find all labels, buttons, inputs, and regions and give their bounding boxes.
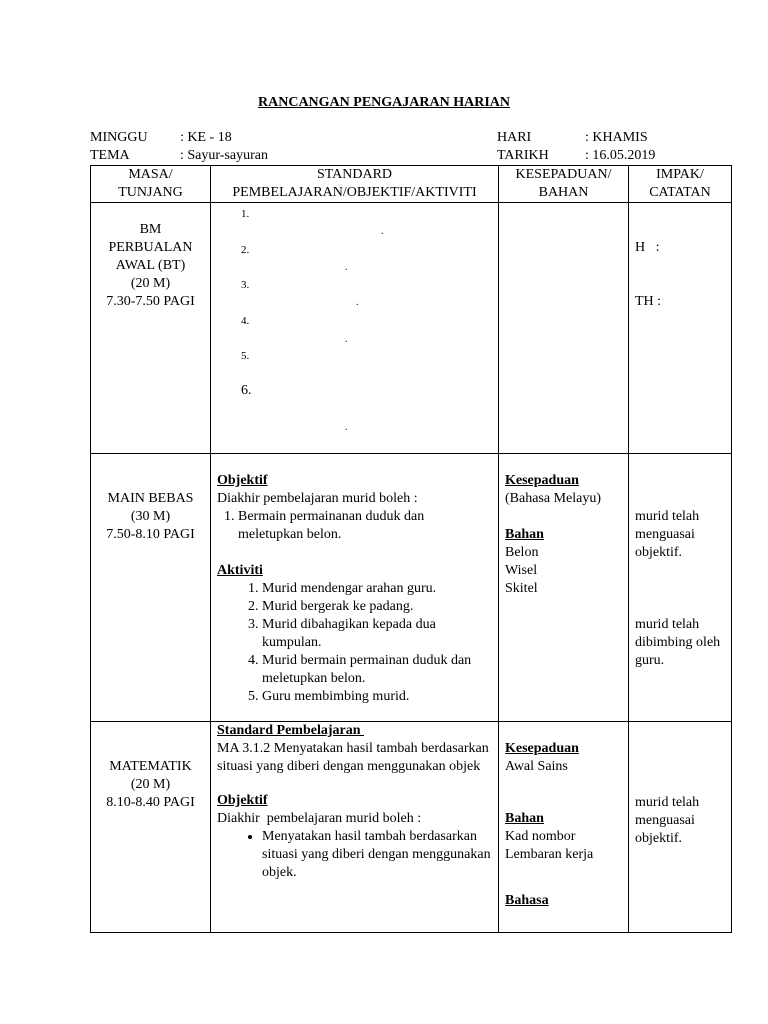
main-bahan-item: Wisel	[505, 563, 538, 578]
list-item: 1. Bermain permainanan duduk dan meletupkan belon.	[238, 508, 492, 544]
mat-impak-cell	[629, 722, 732, 933]
main-aktiviti-heading: Aktiviti	[217, 563, 263, 578]
tarikh-label: TARIKH	[497, 148, 549, 163]
bm-impak-th: TH :	[635, 294, 662, 309]
mat-objektif-intro: Diakhir pembelajaran murid boleh :	[217, 811, 422, 826]
list-item: 2. Murid bergerak ke padang.	[262, 598, 492, 616]
main-kesepaduan-heading: Kesepaduan	[505, 473, 579, 488]
bm-activity-cell	[211, 203, 499, 454]
main-objektif-intro: Diakhir pembelajaran murid boleh :	[217, 491, 418, 506]
table-header-row	[91, 166, 732, 203]
header-impak: IMPAK/ CATATAN	[629, 166, 732, 203]
main-bahan-item: Belon	[505, 545, 539, 560]
main-masa-line: 7.50-8.10 PAGI	[106, 527, 195, 542]
tarikh-value: : 16.05.2019	[585, 148, 656, 163]
mat-objektif-list	[217, 828, 492, 882]
main-impak-cell	[629, 454, 732, 722]
header-masa: MASA/ TUNJANG	[91, 166, 211, 203]
tema-row	[90, 147, 390, 165]
bm-masa-line: PERBUALAN	[108, 240, 193, 255]
mat-activity-cell	[211, 722, 499, 933]
table-row-main-bebas	[91, 454, 732, 722]
mat-bahasa-heading: Bahasa	[505, 893, 549, 908]
tarikh-row	[497, 147, 727, 165]
mat-masa-line: 8.10-8.40 PAGI	[106, 795, 195, 810]
table-row-matematik	[91, 722, 732, 933]
mat-kesepaduan-value: Awal Sains	[505, 759, 568, 774]
bm-kesepaduan-cell	[499, 203, 629, 454]
main-aktiviti-list	[217, 580, 492, 706]
main-objektif-heading: Objektif	[217, 473, 268, 488]
bm-dot: .	[356, 297, 359, 308]
mat-bahan-item: Lembaran kerja	[505, 847, 594, 862]
bm-masa-line: 7.30-7.50 PAGI	[106, 294, 195, 309]
hari-label: HARI	[497, 130, 532, 145]
lesson-plan-table	[90, 165, 732, 933]
bm-number: 5.	[241, 350, 250, 362]
mat-masa-line: MATEMATIK	[109, 759, 192, 774]
main-objektif-list	[217, 508, 492, 544]
bm-number: 1.	[241, 208, 250, 220]
bm-dot: .	[345, 422, 348, 433]
list-item: 4. Murid bermain permainan duduk dan meletupkan belon.	[262, 652, 492, 688]
bm-impak-h: H :	[635, 240, 660, 255]
bm-dot: .	[381, 226, 384, 237]
tema-label: TEMA	[90, 148, 130, 163]
tema-value: : Sayur-sayuran	[180, 148, 268, 163]
header-kesepaduan: KESEPADUAN/ BAHAN	[499, 166, 629, 203]
main-activity-cell	[211, 454, 499, 722]
minggu-value: : KE - 18	[180, 130, 232, 145]
hari-row	[497, 129, 727, 147]
page-title: RANCANGAN PENGAJARAN HARIAN	[258, 95, 510, 110]
bm-masa-line: BM	[139, 222, 162, 237]
bm-dot: .	[345, 334, 348, 345]
bm-masa-line: (20 M)	[130, 276, 171, 291]
main-kesepaduan-value: (Bahasa Melayu)	[505, 491, 602, 506]
mat-kesepaduan-cell	[499, 722, 629, 933]
main-impak-1: murid telah menguasai objektif.	[635, 509, 700, 560]
bm-number: 2.	[241, 244, 250, 256]
bm-number: 3.	[241, 279, 250, 291]
mat-kesepaduan-heading: Kesepaduan	[505, 741, 579, 756]
mat-masa-line: (20 M)	[130, 777, 171, 792]
minggu-label: MINGGU	[90, 130, 148, 145]
main-bahan-item: Skitel	[505, 581, 538, 596]
header-standard: STANDARD PEMBELAJARAN/OBJEKTIF/AKTIVITI	[211, 166, 499, 203]
table-row-bm	[91, 203, 732, 454]
bm-number: 4.	[241, 315, 250, 327]
mat-impak-1: murid telah menguasai objektif.	[635, 795, 700, 846]
mat-bahan-item: Kad nombor	[505, 829, 576, 844]
bm-impak-cell	[629, 203, 732, 454]
bm-masa-cell	[91, 203, 211, 454]
mat-objektif-heading: Objektif	[217, 793, 268, 808]
mat-standard-heading: Standard Pembelajaran	[217, 723, 364, 738]
mat-bahan-heading: Bahan	[505, 811, 544, 826]
bm-dot: .	[345, 262, 348, 273]
bm-number: 6.	[241, 383, 252, 398]
main-impak-2: murid telah dibimbing oleh guru.	[635, 617, 721, 668]
main-bahan-heading: Bahan	[505, 527, 544, 542]
hari-value: : KHAMIS	[585, 130, 648, 145]
main-masa-line: (30 M)	[130, 509, 171, 524]
list-item: 3. Murid dibahagikan kepada dua kumpulan.	[262, 616, 492, 652]
list-item: • Menyatakan hasil tambah berdasarkan situasi yang diberi dengan menggunakan objek.	[262, 828, 492, 882]
list-item: 5. Guru membimbing murid.	[262, 688, 492, 706]
mat-standard-text: MA 3.1.2 Menyatakan hasil tambah berdasarkan situasi yang diberi dengan menggunakan objek	[217, 741, 489, 774]
main-masa-cell	[91, 454, 211, 722]
mat-masa-cell	[91, 722, 211, 933]
main-kesepaduan-cell	[499, 454, 629, 722]
minggu-row	[90, 129, 390, 147]
list-item: 1. Murid mendengar arahan guru.	[262, 580, 492, 598]
main-masa-line: MAIN BEBAS	[107, 491, 194, 506]
bm-masa-line: AWAL (BT)	[115, 258, 186, 273]
